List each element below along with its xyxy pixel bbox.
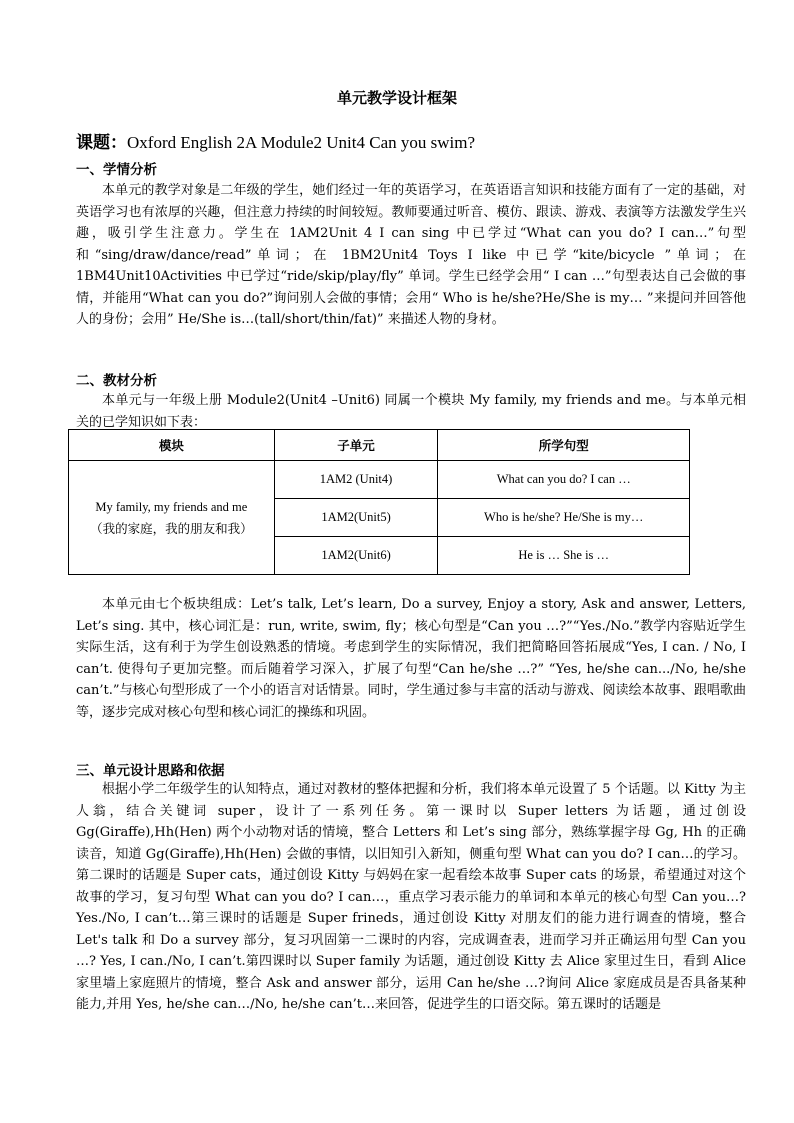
pattern-cell: He is … She is … — [438, 537, 690, 575]
document-title: 单元教学设计框架 — [336, 89, 457, 107]
knowledge-table — [68, 429, 690, 575]
section-heading-2: 二、教材分析 — [76, 373, 157, 389]
table-header: 模块 — [69, 430, 275, 461]
section-paragraph-2: 本单元与一年级上册 Module2(Unit4 –Unit6) 同属一个模块 My family, my friends and me。与本单元相关的已学知识如下表： — [76, 393, 746, 430]
table-header-row — [69, 430, 690, 461]
course-name: Oxford English 2A Module2 Unit4 Can you swim? — [127, 133, 476, 152]
course-title — [76, 128, 475, 153]
section-paragraph-1: 本单元的教学对象是二年级的学生，她们经过一年的英语学习，在英语语言知识和技能方面有了一定的基础，对英语学习也有浓厚的兴趣，但注意力持续的时间较短。教师要通过听音、模仿、跟读、游戏、表演等方法激发学生兴趣，吸引学生注意力。学生在 1AM2Unit 4 I can sing 中已学过“What can you do? I can…”句型和“sing/draw/dance/read”单词；在 1BM2Unit4 Toys I like 中已学“kite/bicycle ”单词；在 1BM4Unit10Activities 中已学过“ride/skip/play/fly” 单词。学生已经学会用“ I can …”句型表达自己会做的事情，并能用“What can you do?”询问别人会做的事情；会用“ Who is he/she?He/She is my… ”来提问并回答他人的身份；会用” He/She is…(tall/short/thin/fat)” 来描述人物的身材。 — [76, 183, 746, 327]
section-heading-1: 一、学情分析 — [76, 162, 157, 178]
table-header: 所学句型 — [438, 430, 690, 461]
table-row — [69, 461, 690, 499]
unit-cell: 1AM2 (Unit4) — [274, 461, 438, 499]
pattern-cell: What can you do? I can … — [438, 461, 690, 499]
pattern-cell: Who is he/she? He/She is my… — [438, 499, 690, 537]
section-paragraph-3: 根据小学二年级学生的认知特点，通过对教材的整体把握和分析，我们将本单元设置了 5 个话题。以 Kitty 为主人翁，结合关键词 super，设计了一系列任务。第一课时以 Super letters 为话题，通过创设 Gg(Giraffe),Hh(Hen) 两个小动物对话的情境，整合 Letters 和 Let’s sing 部分，熟练掌握字母 Gg, Hh 的正确读音，知道 Gg(Giraffe),Hh(Hen) 会做的事情，以旧知引入新知，侧重句型 What can you do? I can…的学习。第二课时的话题是 Super cats，通过创设 Kitty 与妈妈在家一起看绘本故事 Super cats 的场景，希望通过对这个故事的学习，复习句型 What can you do? I can…，重点学习表示能力的单词和本单元的核心句型 Can you…? Yes./No, I can’t…第三课时的话题是 Super frineds，通过创设 Kitty 对朋友们的能力进行调查的情境，整合 Let's talk 和 Do a survey 部分，复习巩固第一二课时的内容，完成调查表，进而学习并正确运用句型 Can you …? Yes, I can./No, I can’t.第四课时以 Super family 为话题，通过创设 Kitty 去 Alice 家里过生日，看到 Alice 家里墙上家庭照片的情境，整合 Ask and answer 部分，运用 Can he/she …?询问 Alice 家庭成员是否具备某种能力,并用 Yes, he/she can…/No, he/she can’t…来回答，促进学生的口语交际。第五课时的话题是 — [76, 782, 746, 1012]
module-name-en: My family, my friends and me — [95, 499, 248, 514]
section-heading-3: 三、单元设计思路和依据 — [76, 763, 225, 779]
unit-cell: 1AM2(Unit6) — [274, 537, 438, 575]
section-paragraph-2b: 本单元由七个板块组成：Let’s talk, Let’s learn, Do a survey, Enjoy a story, Ask and answer, Letters, Let’s sing. 其中，核心词汇是：run, write, swim, fly；核心句型是“Can you …?”“Yes./No.”教学内容贴近学生实际生活，这有利于为学生创设熟悉的情境。考虑到学生的实际情况，我们把简略回答拓展成“Yes, I can. / No, I can’t. 使得句子更加完整。而后随着学习深入，扩展了句型“Can he/she …?” “Yes, he/she can.../No, he/she can’t.”与核心句型形成了一个小的语言对话情景。同时，学生通过参与丰富的活动与游戏、阅读绘本故事、跟唱歌曲等，逐步完成对核心句型和核心词汇的操练和巩固。 — [76, 597, 746, 720]
table-header: 子单元 — [274, 430, 438, 461]
module-name-cn: （我的家庭，我的朋友和我） — [90, 520, 253, 536]
module-cell — [69, 461, 275, 575]
course-label: 课题： — [76, 133, 127, 153]
unit-cell: 1AM2(Unit5) — [274, 499, 438, 537]
